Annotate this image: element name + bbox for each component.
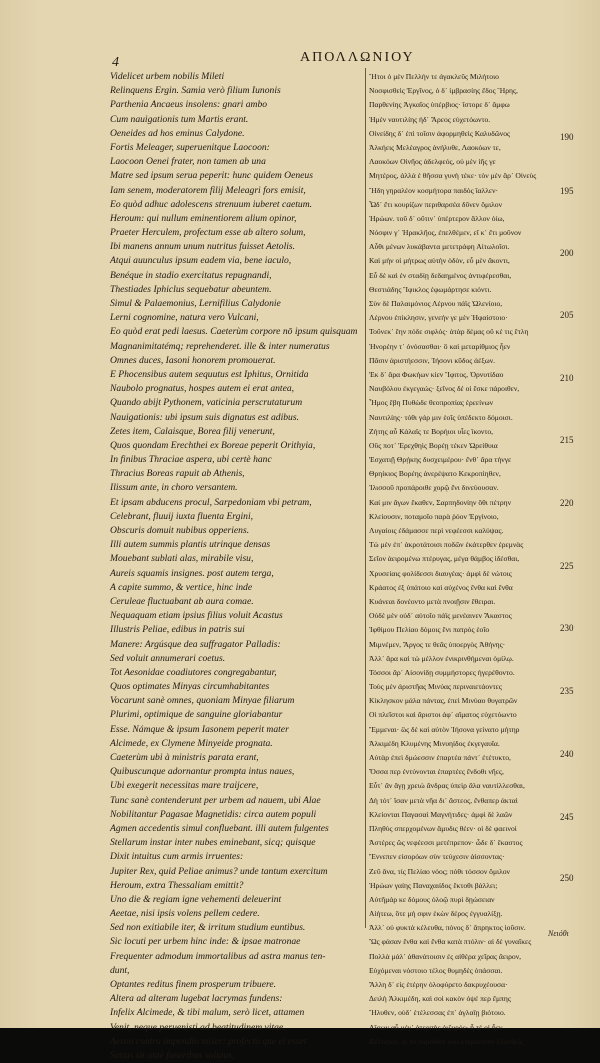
line-number: 235	[560, 686, 574, 696]
greek-line: Ἔμμεναι· ὣς δὲ καὶ αὐτὸν Ἰήσονα γείνατο μήτηρ	[369, 724, 520, 734]
line-number: 195	[560, 186, 574, 196]
latin-line: Laocoon Oenei frater, non tamen ab una	[110, 156, 266, 168]
latin-line: Altera ad alteram lugebat lacrymas fundens:	[110, 993, 283, 1005]
latin-line: Jupiter Rex, quid Peliae animus? unde tantum exercitum	[110, 865, 328, 877]
greek-line: Οὕς ποτ᾽ Ἐρεχθηὶς Βορέῃ τέκεν Ὠρείθυια	[369, 440, 498, 450]
greek-line: Μιμνέμεν, Ἄργος τε θεᾶς ὑποεργὸς Ἀθήνης·	[369, 639, 506, 649]
latin-line: Manere: Argúsque dea suffragator Palladis:	[110, 638, 281, 650]
latin-line: Quos optimates Minyas circumhabitantes	[110, 681, 270, 693]
greek-line: Θρηίκιος Βορέης ἀνερέψατο Κεκροπίηθεν,	[369, 469, 501, 479]
latin-line: Quando abijt Pythonem, vaticinia perscrutaturum	[110, 397, 303, 409]
latin-line: Magnanimitatémq; reprehenderet. ille & inter numeratus	[110, 340, 330, 352]
greek-line: Καὶ μὴν οἱ μήτρως αὐτὴν ὁδὸν, εὖ μὲν ἄκοντι,	[369, 256, 510, 266]
latin-line: Sic locuti per urbem hinc inde: & ipsae matronae	[110, 936, 301, 948]
greek-line: Τὼ μὲν ἐπ᾽ ἀκροτάτοισι ποδῶν ἑκάτερθεν ἐρεμνὰς	[369, 540, 524, 550]
latin-line: Iam senem, moderatorem filij Meleagri fors emisit,	[110, 184, 306, 196]
greek-line: Κλείουσιν, ποταμοῖο παρὰ ῥόον Ἐργίνοιο,	[369, 511, 499, 521]
greek-line: Λαοκόων Οἰνῆος ἀδελφεός, οὐ μὲν ἰῆς γε	[369, 157, 496, 167]
latin-line: Illustris Peliae, edibus in patris sui	[110, 624, 245, 636]
greek-line: Ἄλλη δ᾽ εἰς ἑτέρην ὀλοφύρετο δακρυχέουσα·	[369, 980, 508, 989]
greek-line: Ζεῦ ἄνα, τίς Πελίαο νόος; πόθι τόσσον ὅμιλον	[369, 866, 510, 876]
latin-line: Illi autem summis plantis utrinque densas	[110, 539, 271, 551]
greek-line: Πολλὰ μάλ᾽ ἀθανάτοισιν ἐς αἰθέρα χεῖρας ἄειρον,	[369, 951, 522, 961]
greek-line: Ἤδη γηραλέον κοσμήτορα παιδὸς ἴαλλεν·	[369, 185, 499, 195]
latin-line: Benéque in stadio exercitatus repugnandi,	[110, 269, 272, 281]
greek-line: Ἡρώων. τοῦ δ᾽ οὔτιν᾽ ὑπέρτερον ἄλλον ὀίω,	[369, 213, 505, 223]
latin-line: Infelix Alcimede, & tibi malum, serò licet, attamen	[110, 1007, 305, 1019]
greek-line: Ἀλκιμέδη Κλυμένης Μινυηίδος ἐκγεγαυῖα.	[369, 738, 500, 748]
greek-line: Ἐσχατιῇ Θρῄκης δυσχειμέρου· ἔνθ᾽ ἄρα τήνγε	[369, 455, 512, 465]
greek-line: Αἴσων αὖ μέγ᾽ ἀτερπὴς ὀιζυρός· ἦ τέ οἱ ἦεν	[369, 1022, 503, 1032]
latin-line: Aureis squamis insignes. post autem terga,	[110, 567, 274, 579]
greek-line: Πληθὺς σπερχομένων ἄμυδις θέεν· οἱ δὲ φαεινοὶ	[369, 823, 517, 833]
greek-line: Σὺν δὲ Παλαιμόνιος Λέρνου πάϊς Ὠλενίοιο,	[369, 299, 503, 308]
greek-line: Ὧδ᾽ ἔτι κουρίζων περιθαρσέα δῦνεν ὅμιλον	[369, 199, 503, 209]
latin-line: Tot Aesonidae coadiutores congregabantur,	[110, 666, 277, 678]
latin-line: Optantes reditus finem prosperum tribuere.	[110, 979, 277, 990]
latin-line: Nequaquam etiam ipsius filius voluit Acastus	[110, 610, 283, 622]
greek-line: Αἰήτεω, ὅτε μή σφιν ἑκὼν δέρος ἐγγυαλίξῃ.	[369, 909, 503, 919]
latin-line: dunt,	[110, 964, 130, 976]
greek-line: Παρθενίης Ἀγκαῖος ὑπέρβιος· ἴστορε δ᾽ ἄμφω	[369, 100, 510, 110]
latin-line: Frequenter admodum immortalibus ad astra manus ten-	[110, 950, 326, 962]
latin-line: Praeter Herculem, profectum esse ab altero solum,	[110, 227, 306, 239]
greek-line: Ἦμος ἔβη Πυθὼδε θεοπροπίας ἐρεείνων	[369, 398, 494, 408]
greek-line: Νόσφιν γ᾽ Ἡρακλῆος, ἐπελθέμεν, εἴ κ᾽ ἔτι μοῦνον	[369, 228, 522, 238]
greek-line: Κυάνεαι δονέοντο μετὰ πνοιῇσιν ἔθειραι.	[369, 596, 496, 606]
page-number: 4	[112, 55, 119, 70]
line-number: 205	[560, 310, 574, 320]
line-number: 220	[560, 498, 574, 508]
latin-line: Eo quòd adhuc adolescens strenuum iuberet caetum.	[110, 198, 313, 210]
latin-line: Nauigationis: ubi ipsum suis dignatus est adibus.	[110, 411, 299, 423]
latin-translation-column	[110, 70, 362, 1061]
latin-line: Ubi exegerit necessitas mare traijcere,	[110, 780, 259, 792]
latin-line: Lerni cognomine, natura vero Vulcani,	[110, 312, 259, 324]
greek-line: Ἰλισσοῦ προπάροιθε χορῷ ἔνι δινεύουσαν.	[369, 483, 499, 493]
latin-line: Mouebant sublati alas, mirabile visu,	[110, 553, 254, 565]
greek-line: Θεστιάδης Ἴφικλος ἐφωμάρτησε κιόντι.	[369, 284, 492, 294]
line-number: 190	[560, 132, 574, 142]
latin-line: Thestiades Iphiclus sequebatur abeuntem.	[110, 283, 272, 295]
line-number: 245	[560, 812, 574, 822]
latin-line: E Phocensibus autem sequutus est Iphitus, Ornitida	[110, 368, 309, 380]
greek-line: Χρυσείαις φολίδεσσι διαυγέας· ἀμφὶ δὲ νώτοις	[369, 568, 512, 578]
latin-line: Relinquens Ergin. Samia verò filium Iunonis	[110, 85, 281, 97]
greek-line: Βέλτερον, εἰ τὸ πάροιθεν ὑπὸ κτερέεσσιν ἐλυσθεὶς	[369, 1036, 524, 1046]
greek-line: Ἀλλ᾽ οὐ φυκτὰ κέλευθα, πόνος δ᾽ ἄπρηκτος ἰοῦσιν.	[369, 923, 526, 933]
latin-line: Aeetae, nisi ipsis volens pellem cedere.	[110, 908, 260, 920]
greek-line: Τοὔνεκ᾽ ἔην πόδε σιφλός· ἀτὰρ δέμας οὔ κέ τις ἔτλη	[369, 327, 529, 337]
greek-line: Ἡρώων γαίης Παναχαιίδος ἔκτοθι βάλλει;	[369, 880, 498, 890]
greek-line: Ναυβόλου ἐκγεγαώς· ξεῖνος δέ οἱ ἔσκε πάροιθεν,	[369, 384, 520, 394]
latin-line: Satius sit antè funeribus solutus,	[110, 1049, 235, 1061]
latin-line: Dixit intuitus cum armis irruentes:	[110, 851, 244, 863]
latin-line: Atqui auunculus ipsum eadem via, bene iaculo,	[110, 255, 292, 267]
greek-line: Εὐχόμεναι νόστοιο τέλος θυμηδὲς ὀπάσσαι.	[369, 965, 503, 975]
latin-line: Ilissum ante, in choro versantem.	[110, 482, 238, 494]
greek-line: Εὖ δὲ καὶ ἐν σταδίῃ δεδαημένος ἀντιφέρεσθαι,	[369, 270, 512, 280]
latin-line: Omnes duces, Iasoni honorem promouerat.	[110, 354, 276, 366]
greek-line: Ζήτης αὖ Κάλαΐς τε Βορήιοι υἷες ἵκοντο,	[369, 426, 494, 436]
latin-line: Parthenia Ancaeus insolens: gnari ambo	[110, 99, 268, 111]
greek-line: Ἔννεπεν εἰσορόων σὺν τεύχεσιν ἀίσσοντας·	[369, 852, 505, 862]
latin-line: Aeson contra impendio miser: profectò que ei esset	[110, 1035, 307, 1047]
greek-line: Ἀλκήεις Μελέαγρος ἀνήλυθε, Λαοκόων τε,	[369, 142, 501, 152]
line-number: 210	[560, 373, 574, 383]
latin-line: Quibuscunque adornantur prompta intus naues,	[110, 766, 295, 778]
running-head: ΑΠΟΛΛΩΝΙΟΥ	[300, 50, 415, 65]
latin-line: Plurimi, optimique de sanguine gloriabantur	[110, 709, 283, 721]
greek-line: Καί μιν ἄγων ἕκαθεν, Σαρπηδονίην ὅθι πέτρην	[369, 497, 512, 507]
greek-line: Ἤτοι ὁ μὲν Πελλήν τε ἀγακλεῦς Μιλήτοιο	[369, 72, 499, 81]
latin-line: Venit, neque peruenisti ad beatitudinem vitae.	[110, 1021, 286, 1033]
greek-line: Σεῖον ἀειρομένω πτέρυγας, μέγα θάμβος ἰδέσθαι,	[369, 554, 520, 564]
latin-line: Sed non exitiabile iter, & irritum studium euntibus.	[110, 922, 306, 934]
latin-line: Vocarunt sanè omnes, quoniam Minyae filiarum	[110, 695, 295, 707]
latin-line: Et ipsam abducens procul, Sarpedoniam vbi petram,	[110, 496, 312, 508]
greek-line: Δειλὴ Ἀλκιμέδη, καὶ σοὶ κακὸν ὀψέ περ ἔμπης	[369, 994, 511, 1004]
greek-line: Ὅσσα περ ἐντύνονται ἐπαρτέες ἔνδοθι νῆες,	[369, 767, 504, 777]
greek-line: Δὴ τότ᾽ ἴσαν μετὰ νῆα δι᾽ ἄστεος, ἔνθαπερ ἀκταὶ	[369, 795, 518, 805]
latin-line: Cum nauigationis tum Martis erant.	[110, 113, 249, 125]
greek-line: Ναυτιλίης· τόθι γάρ μιν ἑοῖς ὑπέδεκτο δόμοισι.	[369, 412, 513, 422]
greek-line: Οὐδὲ μὲν οὐδ᾽ αὐτοῖο πάϊς μενέαινεν Ἄκαστος	[369, 611, 512, 621]
greek-line: Ἠνορέην τ᾽ ὀνόσασθαι· ὃ καὶ μεταρίθμιος ἦεν	[369, 341, 511, 351]
line-number: 200	[560, 248, 574, 258]
greek-line: Μητέρος, ἀλλά ἑ θῆσσα γυνὴ τέκε· τὸν μὲν ἄρ᾽ Οἰνεὺς	[369, 171, 537, 181]
greek-line: Τοὺς μὲν ἀριστῆας Μινύας περιναιετάοντες	[369, 682, 502, 692]
greek-line: Αὐτῆμάρ κε δόμους ὀλοῷ πυρὶ δῃώσειαν	[369, 894, 495, 904]
line-number: 230	[560, 623, 574, 633]
latin-line: Eo quòd erat pedi laesus. Caeterùm corpore nō ipsum quisquam	[110, 326, 358, 338]
greek-line: Νοσφισθεὶς Ἐργῖνος, ὁ δ᾽ ἱμβρασίης ἕδος Ἥρης,	[369, 86, 518, 96]
greek-line: Ἤλυθεν, οὐδ᾽ ἐτέλεσσας ἐπ᾽ ἀγλαΐῃ βιότοιο.	[369, 1008, 506, 1018]
greek-line: Λέρνου ἐπίκλησιν, γενεήν γε μὲν Ἡφαίστοιο·	[369, 313, 508, 323]
column-divider	[365, 68, 366, 928]
line-number: 250	[560, 873, 574, 883]
latin-line: Celebrant, fluuij iuxta fluenta Ergini,	[110, 510, 254, 522]
greek-line: Αὐτὰρ ἐπεὶ δμώεσσιν ἐπαρτέα πάντ᾽ ἐτέτυκτο,	[369, 753, 511, 762]
latin-line: Heroum, extra Thessaliam emittit?	[110, 879, 244, 891]
line-number: 215	[560, 435, 574, 445]
line-number: 225	[560, 561, 574, 571]
greek-line: Ὣς φάσαν ἔνθα καὶ ἔνθα κατὰ πτόλιν· αἱ δὲ γυναῖκες	[369, 937, 532, 947]
latin-line: Simul & Palaemonius, Lernifilius Calydonie	[110, 298, 281, 309]
latin-line: Uno die & regiam igne vehementi deleuerint	[110, 893, 282, 905]
latin-line: Videlicet urbem nobilis Mileti	[110, 71, 225, 82]
greek-line: Οἰνείδης δ᾽ ἐπὶ τοῖσιν ἀφορμηθεὶς Καλυδῶνος	[369, 128, 511, 138]
latin-line: Ibi manens annum unum nutritus fuisset Aetolis.	[110, 241, 296, 253]
line-number: 240	[560, 749, 574, 759]
greek-line: Ἠμὲν ναυτιλίης ἠδ᾽ Ἄρεος εὐχετόωντο.	[369, 114, 491, 124]
latin-line: Thracius Boreas rapuit ab Athenis,	[110, 468, 245, 480]
latin-line: Oeneides ad hos eminus Calydone.	[110, 127, 245, 139]
greek-line: Λυγαίοις ἐδάμασσε περὶ νεφέεσσι καλύψας.	[369, 526, 504, 535]
latin-line: Stellarum instar inter nubes eminebant, sicq; quisque	[110, 837, 316, 849]
greek-line: Κλείονται Παγασαὶ Μαγνήτιδες· ἀμφὶ δὲ λαῶν	[369, 809, 513, 819]
latin-line: Ceruleae fluctuabant ab aura comae.	[110, 595, 254, 607]
greek-line: Πᾶσιν ἀριστήεσσιν, Ἰήσονι κῦδος ἀέξων.	[369, 355, 496, 365]
latin-line: Zetes item, Calaisque, Borea filij venerunt,	[110, 425, 275, 437]
latin-line: Esse. Námque & ipsum Iasonem peperit mater	[110, 723, 289, 735]
latin-line: Nobilitantur Pagasae Magnetidis: circa autem populi	[110, 808, 317, 820]
latin-line: Sed voluit annumerari coetus.	[110, 652, 226, 664]
greek-line: Εὖτ᾽ ἂν ἄγῃ χρειὼ ἄνδρας ὑπεὶρ ἅλα ναυτίλλεσθαι,	[369, 781, 525, 791]
latin-line: Matre sed ipsum serua peperit: hunc quidem Oeneus	[110, 170, 313, 182]
latin-line: Naubolo prognatus, hospes autem ei erat antea,	[110, 383, 295, 395]
line-number-margin	[560, 70, 596, 930]
latin-line: Fortis Meleager, superuenitque Laocoon:	[110, 141, 270, 153]
latin-line: Caeterùm ubi à ministris parata erant,	[110, 752, 259, 763]
latin-line: In finibus Thraciae aspera, ubi certè hanc	[110, 454, 272, 466]
catchword: Νειόθι	[548, 929, 569, 938]
greek-line: Ἀλλ᾽ ἄρα καὶ τὼ μέλλον ἐνικρινθήμεναι ὁμίλῳ.	[369, 653, 514, 663]
greek-line: Κράατος ἐξ ὑπάτοιο καὶ αὐχένος ἔνθα καὶ ἔνθα	[369, 582, 513, 592]
latin-line: A capite summo, & vertice, hinc inde	[110, 581, 253, 593]
latin-line: Alcimede, ex Clymene Minyeide prognata.	[110, 737, 273, 749]
latin-line: Heroum: qui nullum eminentiorem alium opinor,	[110, 212, 297, 224]
greek-line: Αὖθι μένων λυκάβαντα μετετράφη Αἰτωλοῖσι.	[369, 242, 510, 252]
greek-line: Κίκλησκον μάλα πάντας, ἐπεὶ Μινύαο θυγατρῶν	[369, 696, 518, 706]
latin-line: Tunc sanè contenderunt per urbem ad nauem, ubi Alae	[110, 794, 321, 806]
greek-line: Ἐκ δ᾽ ἄρα Φωκήων κίεν Ἴφιτος, Ὀρνυτίδαο	[369, 369, 504, 379]
greek-line: Οἱ πλεῖστοι καὶ ἄριστοι ἀφ᾽ αἵματος εὐχετόωντο	[369, 710, 517, 720]
latin-line: Quos quondam Erechthei ex Boreae peperit Orithyia,	[110, 439, 316, 451]
latin-line: Obscuris domuit nubibus opperiens.	[110, 525, 250, 536]
latin-line: Agmen accedentis simul confluebant. illi autem fulgentes	[110, 822, 329, 834]
greek-line: Ἰφθίμου Πελίαο δόμοις ἔνι πατρὸς ἑοῖο	[369, 625, 490, 635]
greek-line: Ἀστέρες ὣς νεφέεσσι μετέπρεπον· ὧδε δ᾽ ἕκαστος	[369, 838, 523, 848]
greek-line: Τόσσοι ἄρ᾽ Αἰσονίδῃ συμμήστορες ἠγερέθοντο.	[369, 667, 515, 677]
